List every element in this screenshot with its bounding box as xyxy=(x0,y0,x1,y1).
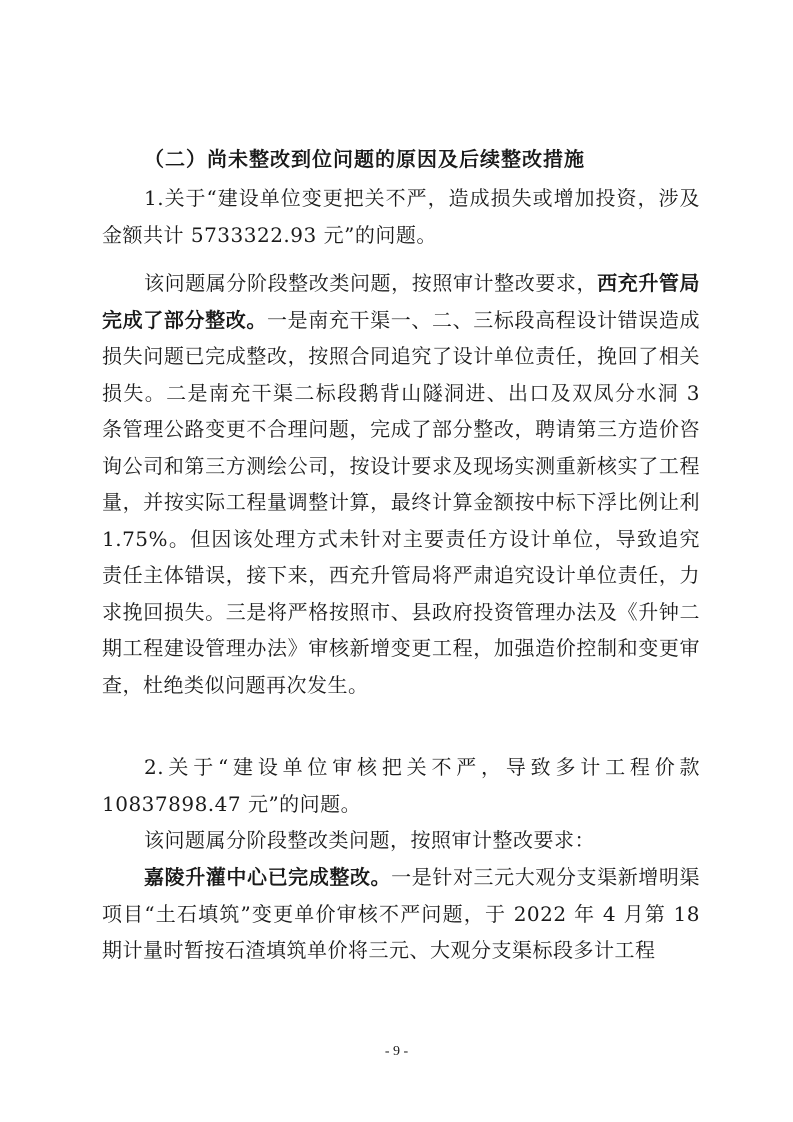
paragraph-text: 该问题属分阶段整改类问题，按照审计整改要求， xyxy=(144,271,598,295)
paragraph-item-1-detail xyxy=(102,265,700,703)
page-number: - 9 - xyxy=(384,1044,409,1059)
paragraph-text: 2.关于“建设单位审核把关不严，导致多计工程价款 10837898.47 元”的问题。 xyxy=(102,755,700,816)
section-heading: （二）尚未整改到位问题的原因及后续整改措施 xyxy=(144,147,585,171)
paragraph-item-2-detail xyxy=(102,859,700,969)
bold-conclusion: 嘉陵升灌中心已完成整改。 xyxy=(144,865,392,889)
paragraph-item-2-intro xyxy=(102,822,700,859)
paragraph-text: 该问题属分阶段整改类问题，按照审计整改要求： xyxy=(144,828,595,852)
paragraph-text: 1.关于“建设单位变更把关不严，造成损失或增加投资，涉及金额共计 5733322.93 元”的问题。 xyxy=(102,186,700,247)
paragraph-item-2 xyxy=(102,749,700,822)
bold-conclusion: 西充升管局完成了部分整改。 xyxy=(102,271,701,332)
paragraph-text: 一是针对三元大观分支渠新增明渠项目“土石填筑”变更单价审核不严问题，于 2022 年 4 月第 18 期计量时暂按石渣填筑单价将三元、大观分支渠标段多计工程 xyxy=(102,865,701,962)
paragraph-text: 一是南充干渠一、二、三标段高程设计错误造成损失问题已完成整改，按照合同追究了设计单位责任，挽回了相关损失。二是南充干渠二标段鹅背山隧洞进、出口及双凤分水洞 3 条管理公路变更不合理问题，完成了部分整改，聘请第三方造价咨询公司和第三方测绘公司，按设计要求及现场实测重新核实了工程量，并按实际工程量调整计算，最终计算金额按中标下浮比例让利 1.75%。但因该处理方式未针对主要责任方设计单位，导致追究责任主体错误，接下来，西充升管局将严肃追究设计单位责任，力求挽回损失。三是将严格按照市、县政府投资管理办法及《升钟二期工程建设管理办法》审核新增变更工程，加强造价控制和变更审查，杜绝类似问题再次发生。 xyxy=(102,307,700,697)
paragraph-item-1 xyxy=(102,180,700,253)
